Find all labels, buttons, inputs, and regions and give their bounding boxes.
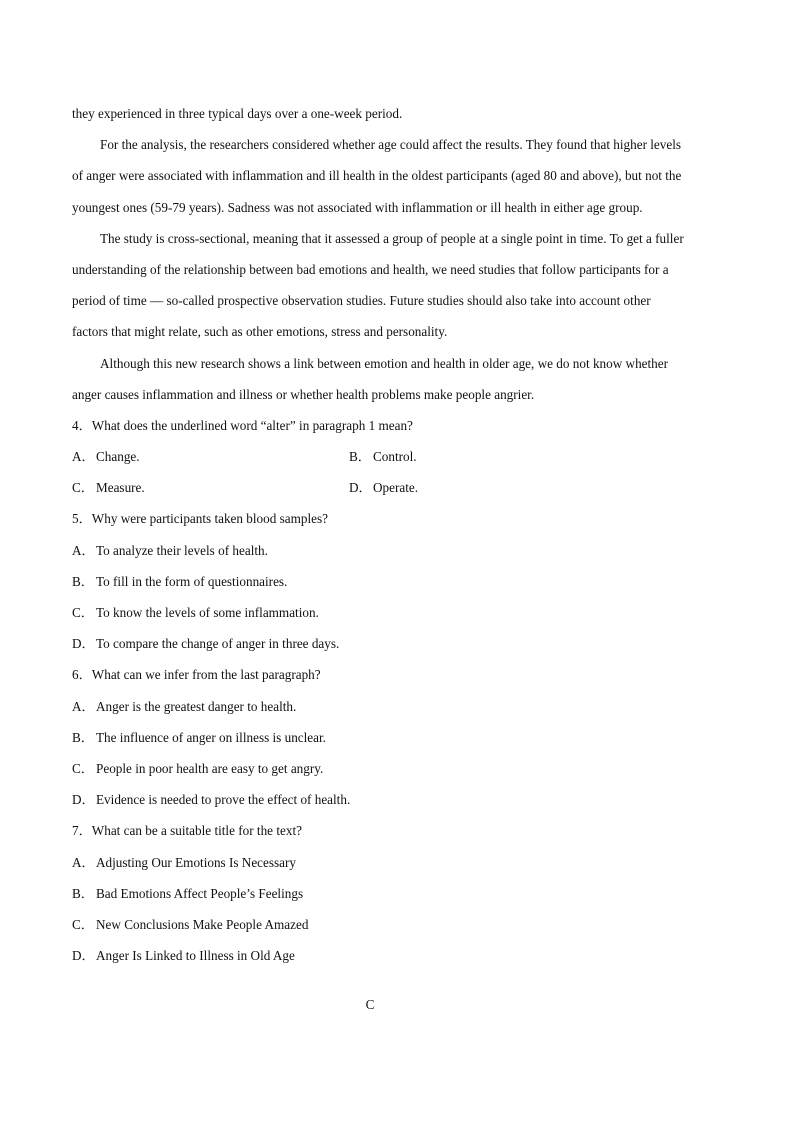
passage-line: anger causes inflammation and illness or whether health problems make people angrier. xyxy=(72,386,535,402)
option-letter: D． xyxy=(349,480,372,496)
option-text: Measure. xyxy=(96,480,145,496)
option-letter: D． xyxy=(72,792,95,808)
option-d[interactable] xyxy=(72,940,724,971)
option-text: Control. xyxy=(373,449,417,465)
passage xyxy=(72,98,724,410)
question-stem: 4．What does the underlined word “alter” in paragraph 1 mean? xyxy=(72,417,413,433)
passage-line: they experienced in three typical days over a one-week period. xyxy=(72,106,403,121)
option-text: Anger is the greatest danger to health. xyxy=(96,698,297,714)
option-c[interactable] xyxy=(72,909,724,940)
option-b[interactable] xyxy=(72,878,724,909)
question-4 xyxy=(72,410,724,504)
option-a[interactable] xyxy=(72,691,724,722)
option-b[interactable] xyxy=(72,566,724,597)
question-6 xyxy=(72,659,724,815)
option-text: Adjusting Our Emotions Is Necessary xyxy=(96,854,296,870)
passage-line: factors that might relate, such as other emotions, stress and personality. xyxy=(72,324,448,340)
question-stem: 6．What can we infer from the last paragraph? xyxy=(72,667,321,683)
option-letter: D． xyxy=(72,636,95,652)
option-a[interactable] xyxy=(72,847,724,878)
option-letter: C． xyxy=(72,605,94,620)
question-stem: 5．Why were participants taken blood samples? xyxy=(72,511,328,527)
option-b[interactable] xyxy=(349,441,649,472)
option-letter: B． xyxy=(72,729,94,745)
option-letter: C． xyxy=(72,760,94,776)
option-row xyxy=(72,441,724,472)
option-text: Anger Is Linked to Illness in Old Age xyxy=(96,948,295,964)
option-a[interactable] xyxy=(72,441,349,472)
passage-line: understanding of the relationship between bad emotions and health, we need studies that follow participants for a xyxy=(72,261,669,277)
option-text: Operate. xyxy=(373,480,419,496)
passage-line: For the analysis, the researchers considered whether age could affect the results. They found that higher levels xyxy=(100,137,682,153)
option-letter: B． xyxy=(72,573,94,589)
passage-line: The study is cross-sectional, meaning that it assessed a group of people at a single point in time. To get a fuller xyxy=(100,230,684,246)
option-text: New Conclusions Make People Amazed xyxy=(96,916,309,932)
passage-line: period of time — so-called prospective observation studies. Future studies should also take into account other xyxy=(72,293,651,309)
option-letter: A． xyxy=(72,854,95,870)
question-7 xyxy=(72,815,724,971)
option-d[interactable] xyxy=(72,784,724,815)
passage-line: of anger were associated with inflammation and ill health in the oldest participants (aged 80 and above), but not the xyxy=(72,168,682,184)
option-text: Evidence is needed to prove the effect of health. xyxy=(96,792,351,808)
option-text: To fill in the form of questionnaires. xyxy=(96,573,288,589)
option-c[interactable] xyxy=(72,597,724,628)
passage-line: youngest ones (59-79 years). Sadness was not associated with inflammation or ill health in either age group. xyxy=(72,199,643,215)
option-text: To analyze their levels of health. xyxy=(96,542,268,558)
option-text: Change. xyxy=(96,449,140,465)
option-letter: D． xyxy=(72,948,95,964)
option-row xyxy=(72,472,724,503)
option-text: The influence of anger on illness is unclear. xyxy=(96,729,326,745)
option-c[interactable] xyxy=(72,472,349,503)
option-d[interactable] xyxy=(72,628,724,659)
option-b[interactable] xyxy=(72,722,724,753)
option-letter: B． xyxy=(349,449,371,465)
option-text: People in poor health are easy to get angry. xyxy=(96,760,324,776)
option-letter: A． xyxy=(72,542,95,558)
passage-line: Although this new research shows a link between emotion and health in older age, we do not know whether xyxy=(100,355,669,371)
option-d[interactable] xyxy=(349,472,649,503)
option-text: To know the levels of some inflammation. xyxy=(96,605,319,620)
question-5 xyxy=(72,503,724,659)
option-letter: A． xyxy=(72,449,95,465)
option-c[interactable] xyxy=(72,753,724,784)
option-text: To compare the change of anger in three days. xyxy=(96,636,340,652)
option-letter: B． xyxy=(72,885,94,901)
option-text: Bad Emotions Affect People’s Feelings xyxy=(96,885,304,901)
option-letter: A． xyxy=(72,698,95,714)
exam-page xyxy=(72,98,724,971)
option-letter: C． xyxy=(72,480,94,496)
question-stem: 7．What can be a suitable title for the text? xyxy=(72,823,302,839)
option-letter: C． xyxy=(72,916,94,932)
option-a[interactable] xyxy=(72,535,724,566)
section-heading: C xyxy=(365,997,375,1012)
